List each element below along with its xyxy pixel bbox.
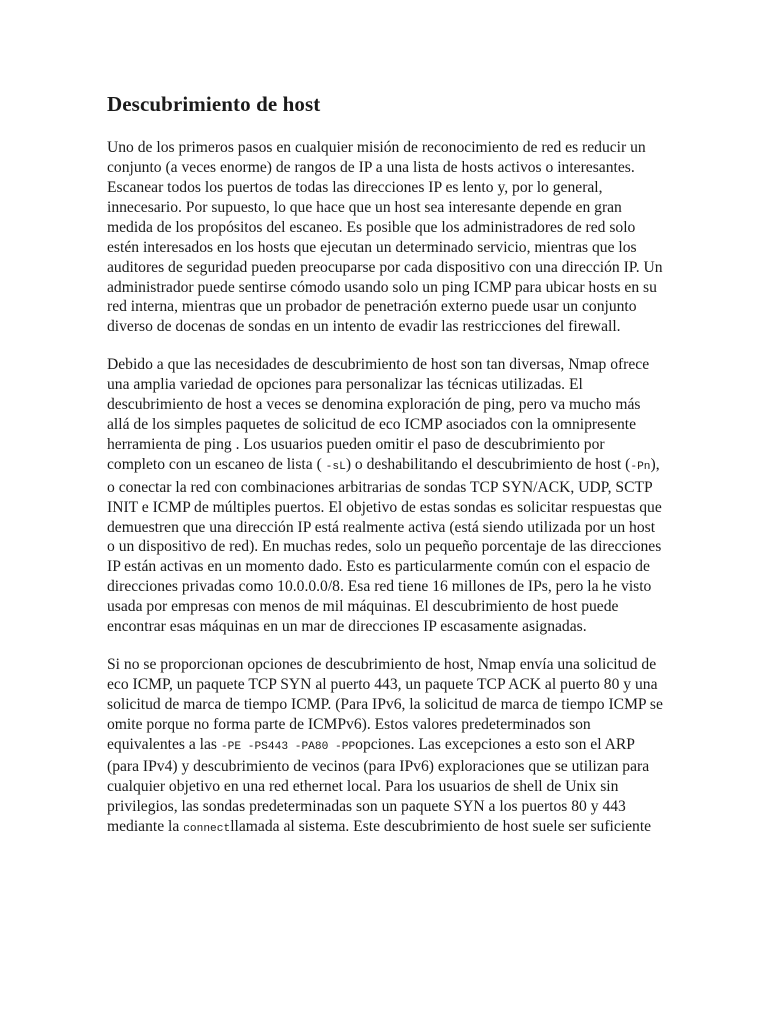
page-title: Descubrimiento de host xyxy=(107,92,321,116)
paragraph-text: ) o deshabilitando el descubrimiento de host ( xyxy=(345,455,631,473)
paragraph-text: ), o conectar la red con combinaciones arbitrarias de sondas TCP SYN/ACK, UDP, SCTP INIT e ICMP de múltiples puertos. El objetivo de estas sondas es solicitar respuestas que demuestren que una dirección IP está realmente activa (está siendo utilizada por un host o un dispositivo de red). En muchas redes, solo un pequeño porcentaje de las direcciones IP están activas en un momento dado. Esto es particularmente común con el espacio de direcciones privadas como 10.0.0.0/8. Esa red tiene 16 millones de IPs, pero la he visto usada por empresas con menos de mil máquinas. El descubrimiento de host puede encontrar esas máquinas en un mar de direcciones IP escasamente asignadas. xyxy=(107,455,662,636)
code-connect-call: connect xyxy=(183,823,231,836)
paragraph-text: Si no se proporcionan opciones de descubrimiento de host, Nmap envía una solicitud de eco ICMP, un paquete TCP SYN al puerto 443, un paquete TCP ACK al puerto 80 y una solicitud de marca de tiempo ICMP. (Para IPv6, la solicitud de marca de tiempo ICMP se omite porque no forma parte de ICMPv6). Estos valores predeterminados son equivalentes a las xyxy=(107,655,663,753)
paragraph-intro: Uno de los primeros pasos en cualquier misión de reconocimiento de red es reducir un conjunto (a veces enorme) de rangos de IP a una lista de hosts activos o interesantes. Escanear todos los puertos de todas las direcciones IP es lento y, por lo general, innecesario. Por supuesto, lo que hace que un host sea interesante depende en gran medida de los propósitos del escaneo. Es posible que los administradores de red solo estén interesados en los hosts que ejecutan un determinado servicio, mientras que los auditores de seguridad pueden preocuparse por cada dispositivo con una dirección IP. Un administrador puede sentirse cómodo usando solo un ping ICMP para ubicar hosts en su red interna, mientras que un probador de penetración externo puede usar un conjunto diverso de docenas de sondas en un intento de evadir las restricciones del firewall. xyxy=(107,139,663,336)
code-default-flags: -PE -PS443 -PA80 -PP xyxy=(220,740,356,753)
paragraph-text: llamada al sistema. Este descubrimiento de host suele ser suficiente xyxy=(230,818,652,836)
paragraph-default-probes xyxy=(107,655,664,840)
code-flag-Pn: -Pn xyxy=(630,460,651,473)
code-flag-sL: -sL xyxy=(325,460,346,473)
paragraph-text: opciones. Las excepciones a esto son el ARP (para IPv4) y descubrimiento de vecinos (para IPv6) exploraciones que se utilizan para cualquier objetivo en una red ethernet local. Para los usuarios de shell de Unix sin privilegios, las sondas predeterminadas son un paquete SYN a los puertos 80 y 443 mediante la xyxy=(107,735,650,836)
paragraph-text: Debido a que las necesidades de descubrimiento de host son tan diversas, Nmap ofrece una amplia variedad de opciones para personalizar las técnicas utilizadas. El descubrimiento de host a veces se denomina exploración de ping, pero va mucho más allá de los simples paquetes de solicitud de eco ICMP asociados con la omnipresente herramienta de ping . Los usuarios pueden omitir el paso de descubrimiento por completo con un escaneo de lista ( xyxy=(107,356,650,473)
paragraph-host-discovery-options xyxy=(107,355,664,637)
